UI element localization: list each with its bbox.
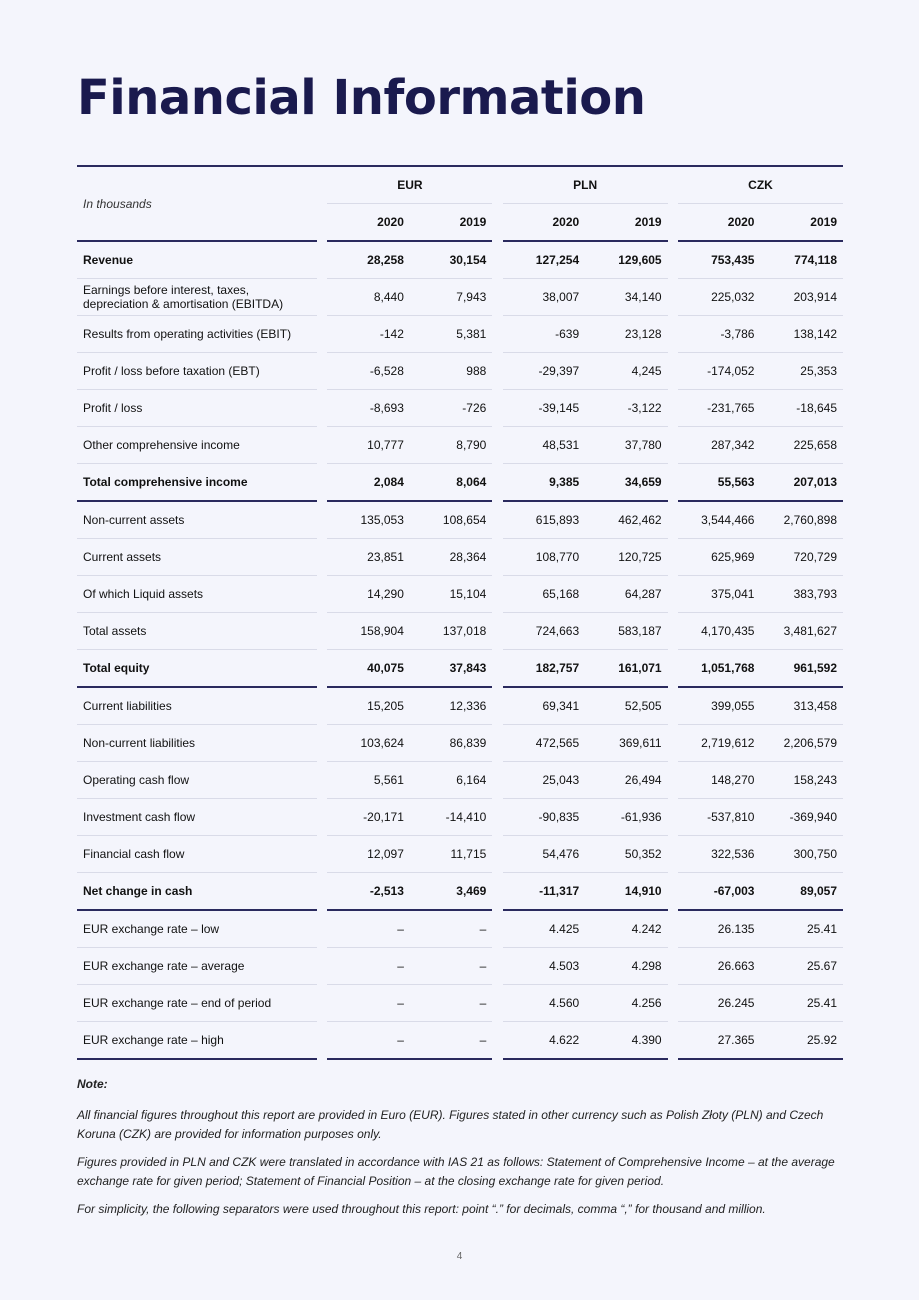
- table-row: [77, 762, 843, 799]
- table-cell: 625,969: [678, 539, 760, 576]
- notes-section: [77, 1075, 845, 1228]
- table-cell: 103,624: [327, 725, 409, 762]
- table-cell: 25,043: [503, 762, 585, 799]
- table-cell: 108,654: [410, 501, 492, 539]
- table-cell: 138,142: [760, 316, 843, 353]
- table-cell: 25.41: [760, 985, 843, 1022]
- table-cell: 34,140: [585, 279, 667, 316]
- table-cell: 4.560: [503, 985, 585, 1022]
- table-cell: 399,055: [678, 687, 760, 725]
- table-cell: 26,494: [585, 762, 667, 799]
- note-paragraph: For simplicity, the following separators were used throughout this report: point “.” for decimals, comma “,” for thousand and million.: [77, 1202, 766, 1216]
- table-cell: 2,760,898: [760, 501, 843, 539]
- table-row: [77, 241, 843, 279]
- row-label: Earnings before interest, taxes, depreciation & amortisation (EBITDA): [77, 279, 317, 316]
- table-cell: 52,505: [585, 687, 667, 725]
- table-cell: 4.256: [585, 985, 667, 1022]
- table-cell: -90,835: [503, 799, 585, 836]
- table-cell: 2,084: [327, 464, 409, 502]
- row-label: Non-current assets: [77, 501, 317, 539]
- table-cell: -29,397: [503, 353, 585, 390]
- table-cell: 724,663: [503, 613, 585, 650]
- row-label: EUR exchange rate – low: [77, 910, 317, 948]
- table-cell: 26.135: [678, 910, 760, 948]
- row-label: EUR exchange rate – high: [77, 1022, 317, 1060]
- row-label: Profit / loss before taxation (EBT): [77, 353, 317, 390]
- table-row: [77, 576, 843, 613]
- table-cell: 129,605: [585, 241, 667, 279]
- table-cell: 15,205: [327, 687, 409, 725]
- row-label: EUR exchange rate – end of period: [77, 985, 317, 1022]
- table-cell: 961,592: [760, 650, 843, 688]
- table-cell: 28,364: [410, 539, 492, 576]
- table-cell: 55,563: [678, 464, 760, 502]
- table-row: [77, 464, 843, 502]
- table-cell: 30,154: [410, 241, 492, 279]
- table-cell: 322,536: [678, 836, 760, 873]
- table-cell: 12,336: [410, 687, 492, 725]
- year-header: 2020: [503, 204, 585, 242]
- row-label: Financial cash flow: [77, 836, 317, 873]
- table-cell: 64,287: [585, 576, 667, 613]
- table-row: [77, 799, 843, 836]
- row-label: Investment cash flow: [77, 799, 317, 836]
- table-cell: 14,290: [327, 576, 409, 613]
- table-cell: 37,843: [410, 650, 492, 688]
- table-cell: -537,810: [678, 799, 760, 836]
- table-cell: 462,462: [585, 501, 667, 539]
- table-cell: –: [327, 1022, 409, 1060]
- currency-header-row: [77, 167, 843, 204]
- table-cell: 161,071: [585, 650, 667, 688]
- row-label: Results from operating activities (EBIT): [77, 316, 317, 353]
- table-cell: 4.242: [585, 910, 667, 948]
- currency-header-czk: CZK: [678, 167, 843, 204]
- table-cell: -174,052: [678, 353, 760, 390]
- table-row: [77, 353, 843, 390]
- table-cell: 182,757: [503, 650, 585, 688]
- table-cell: 753,435: [678, 241, 760, 279]
- table-cell: 25,353: [760, 353, 843, 390]
- table-cell: 7,943: [410, 279, 492, 316]
- table-cell: 2,206,579: [760, 725, 843, 762]
- table-cell: 135,053: [327, 501, 409, 539]
- table-cell: -39,145: [503, 390, 585, 427]
- table-cell: 4,170,435: [678, 613, 760, 650]
- table-cell: 48,531: [503, 427, 585, 464]
- row-label: Operating cash flow: [77, 762, 317, 799]
- table-cell: 287,342: [678, 427, 760, 464]
- table-cell: 26.663: [678, 948, 760, 985]
- table-cell: 34,659: [585, 464, 667, 502]
- table-cell: 65,168: [503, 576, 585, 613]
- row-label: Revenue: [77, 241, 317, 279]
- table-cell: 26.245: [678, 985, 760, 1022]
- table-cell: 5,561: [327, 762, 409, 799]
- table-cell: 300,750: [760, 836, 843, 873]
- table-cell: 615,893: [503, 501, 585, 539]
- table-cell: 3,481,627: [760, 613, 843, 650]
- table-cell: 120,725: [585, 539, 667, 576]
- page-title: Financial Information: [77, 70, 646, 126]
- table-cell: 4.425: [503, 910, 585, 948]
- table-cell: 50,352: [585, 836, 667, 873]
- table-cell: 28,258: [327, 241, 409, 279]
- table-cell: 225,032: [678, 279, 760, 316]
- table-cell: 89,057: [760, 873, 843, 911]
- table-cell: 774,118: [760, 241, 843, 279]
- table-cell: 38,007: [503, 279, 585, 316]
- table-cell: -369,940: [760, 799, 843, 836]
- table-cell: 383,793: [760, 576, 843, 613]
- financial-table: [77, 167, 843, 1060]
- table-cell: -11,317: [503, 873, 585, 911]
- year-header: 2019: [760, 204, 843, 242]
- row-label: Non-current liabilities: [77, 725, 317, 762]
- currency-header-pln: PLN: [503, 167, 668, 204]
- table-row: [77, 836, 843, 873]
- table-cell: –: [410, 1022, 492, 1060]
- note-paragraph: All financial figures throughout this report are provided in Euro (EUR). Figures stated in other currency such as Polish Złoty (PLN) and Czech Koruna (CZK) are provided for information purposes only.: [77, 1108, 824, 1141]
- table-cell: 2,719,612: [678, 725, 760, 762]
- table-cell: 583,187: [585, 613, 667, 650]
- table-cell: 15,104: [410, 576, 492, 613]
- row-label: Net change in cash: [77, 873, 317, 911]
- table-cell: -639: [503, 316, 585, 353]
- row-label: Total comprehensive income: [77, 464, 317, 502]
- row-label: Current assets: [77, 539, 317, 576]
- page-number: 4: [456, 1251, 463, 1262]
- table-cell: 720,729: [760, 539, 843, 576]
- table-cell: 1,051,768: [678, 650, 760, 688]
- table-cell: 12,097: [327, 836, 409, 873]
- note-paragraph: Figures provided in PLN and CZK were translated in accordance with IAS 21 as follows: Statement of Comprehensive Income – at the average exchange rate for given period; Statement of Financial Position – at the closing exchange rate for given period.: [77, 1155, 835, 1188]
- table-cell: 375,041: [678, 576, 760, 613]
- table-row: [77, 650, 843, 688]
- table-cell: 14,910: [585, 873, 667, 911]
- table-cell: 158,243: [760, 762, 843, 799]
- table-cell: 11,715: [410, 836, 492, 873]
- table-cell: 25.67: [760, 948, 843, 985]
- table-cell: -61,936: [585, 799, 667, 836]
- table-cell: 8,064: [410, 464, 492, 502]
- table-cell: 5,381: [410, 316, 492, 353]
- table-cell: -2,513: [327, 873, 409, 911]
- table-cell: -726: [410, 390, 492, 427]
- table-cell: -67,003: [678, 873, 760, 911]
- table-cell: -20,171: [327, 799, 409, 836]
- year-header: 2020: [678, 204, 760, 242]
- year-header: 2020: [327, 204, 409, 242]
- table-cell: 137,018: [410, 613, 492, 650]
- table-cell: 988: [410, 353, 492, 390]
- table-cell: 25.41: [760, 910, 843, 948]
- table-cell: -8,693: [327, 390, 409, 427]
- table-cell: 3,544,466: [678, 501, 760, 539]
- table-cell: –: [410, 910, 492, 948]
- table-cell: 127,254: [503, 241, 585, 279]
- table-cell: 25.92: [760, 1022, 843, 1060]
- table-cell: 4.390: [585, 1022, 667, 1060]
- table-row: [77, 985, 843, 1022]
- row-label: Profit / loss: [77, 390, 317, 427]
- table-row: [77, 1022, 843, 1060]
- table-cell: 3,469: [410, 873, 492, 911]
- table-cell: 4.298: [585, 948, 667, 985]
- table-cell: 148,270: [678, 762, 760, 799]
- table-row: [77, 910, 843, 948]
- table-body: [77, 241, 843, 1059]
- table-cell: 4.622: [503, 1022, 585, 1060]
- table-cell: –: [327, 985, 409, 1022]
- row-label: Of which Liquid assets: [77, 576, 317, 613]
- table-cell: 4,245: [585, 353, 667, 390]
- table-row: [77, 613, 843, 650]
- table-cell: 4.503: [503, 948, 585, 985]
- table-cell: -3,786: [678, 316, 760, 353]
- table-cell: –: [410, 985, 492, 1022]
- table-cell: 225,658: [760, 427, 843, 464]
- table-cell: –: [327, 948, 409, 985]
- table-cell: 40,075: [327, 650, 409, 688]
- table-cell: 10,777: [327, 427, 409, 464]
- currency-header-eur: EUR: [327, 167, 492, 204]
- unit-label: In thousands: [77, 167, 317, 241]
- table-row: [77, 279, 843, 316]
- table-row: [77, 427, 843, 464]
- table-cell: 86,839: [410, 725, 492, 762]
- table-cell: -18,645: [760, 390, 843, 427]
- table-cell: -6,528: [327, 353, 409, 390]
- table-cell: 108,770: [503, 539, 585, 576]
- table-cell: 472,565: [503, 725, 585, 762]
- table-row: [77, 501, 843, 539]
- table-cell: 8,790: [410, 427, 492, 464]
- year-header: 2019: [410, 204, 492, 242]
- table-cell: 23,851: [327, 539, 409, 576]
- table-cell: 9,385: [503, 464, 585, 502]
- table-row: [77, 316, 843, 353]
- table-cell: 203,914: [760, 279, 843, 316]
- table-row: [77, 539, 843, 576]
- table-cell: 6,164: [410, 762, 492, 799]
- table-cell: 54,476: [503, 836, 585, 873]
- table-cell: -14,410: [410, 799, 492, 836]
- table-cell: -3,122: [585, 390, 667, 427]
- table-cell: –: [327, 910, 409, 948]
- table-cell: 37,780: [585, 427, 667, 464]
- row-label: Other comprehensive income: [77, 427, 317, 464]
- table-row: [77, 725, 843, 762]
- table-row: [77, 687, 843, 725]
- row-label: Total equity: [77, 650, 317, 688]
- row-label: Current liabilities: [77, 687, 317, 725]
- table-cell: –: [410, 948, 492, 985]
- row-label: Total assets: [77, 613, 317, 650]
- table-cell: 27.365: [678, 1022, 760, 1060]
- table-row: [77, 390, 843, 427]
- note-title: Note:: [77, 1077, 108, 1091]
- table-cell: -231,765: [678, 390, 760, 427]
- year-header: 2019: [585, 204, 667, 242]
- row-label: EUR exchange rate – average: [77, 948, 317, 985]
- table-row: [77, 948, 843, 985]
- table-cell: 69,341: [503, 687, 585, 725]
- table-cell: 313,458: [760, 687, 843, 725]
- table-cell: 207,013: [760, 464, 843, 502]
- table-row: [77, 873, 843, 911]
- table-cell: 23,128: [585, 316, 667, 353]
- table-cell: 158,904: [327, 613, 409, 650]
- table-cell: 8,440: [327, 279, 409, 316]
- table-cell: -142: [327, 316, 409, 353]
- table-cell: 369,611: [585, 725, 667, 762]
